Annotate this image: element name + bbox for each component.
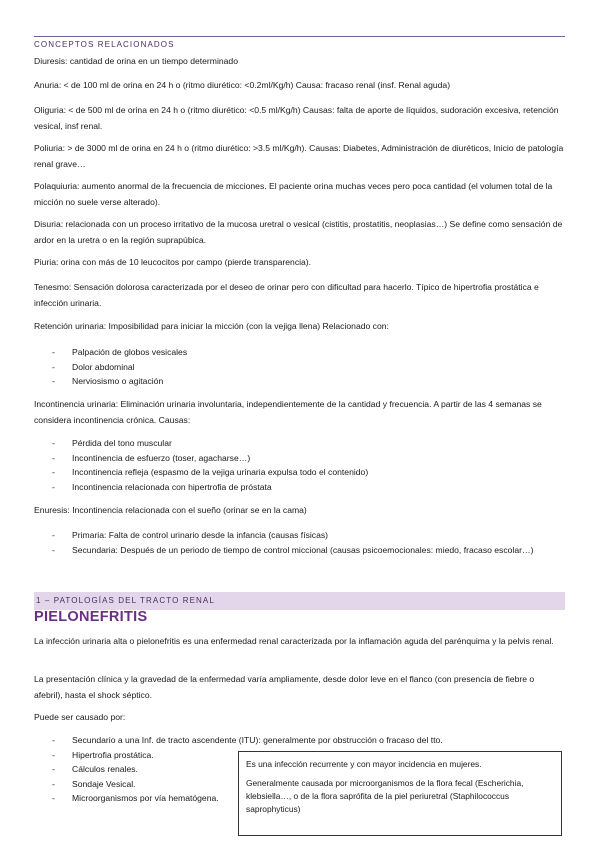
paragraph-diuresis: Diuresis: cantidad de orina en un tiempo determinado [34,56,238,66]
paragraph-piuria: Piuria: orina con más de 10 leucocitos por campo (pierde transparencia). [34,257,312,267]
note-box [238,751,562,836]
list-marker: - [52,749,55,760]
page-title: PIELONEFRITIS [34,609,148,625]
list-marker: - [52,544,55,555]
note-microorganisms: Generalmente causada por microorganismos de la flora fecal (Escherichia, klebsiella…, o de la flora saprófita de la piel periuretral (Staphilococcus saprophyticus) [246,778,524,814]
list-marker: - [52,530,55,540]
list-marker: - [52,467,55,477]
enuresis-list [52,528,564,557]
list-item: - Incontinencia refleja (espasmo de la vejiga urinaria expulsa todo el contenido) [52,465,564,480]
list-item: - Primaria: Falta de control urinario desde la infancia (causas físicas) [52,528,564,543]
paragraph-tenesmo: Tenesmo: Sensación dolorosa caracterizada por el deseo de orinar pero con dificultad para hacerlo. Típico de hipertrofia prostática e infección urinaria. [34,282,539,308]
list-item: - Nerviosismo o agitación [52,374,564,389]
section-heading-conceptos: CONCEPTOS RELACIONADOS [34,36,565,50]
list-marker: - [52,778,55,789]
list-marker: - [52,347,55,357]
paragraph-oliguria: Oliguria: < de 500 ml de orina en 24 h o (ritmo diurético: <0.5 ml/Kg/h) Causas: falta de aporte de líquidos, sudoración excesiva, retención vesical, insf renal. [34,105,559,131]
section-heading-patologias: 1 – PATOLOGÍAS DEL TRACTO RENAL [34,592,565,610]
paragraph-disuria: Disuria: relacionada con un proceso irritativo de la mucosa uretral o vesical (cistitis, prostatitis, neoplasias…) Se define como sensación de ardor en la uretra o en la región suprapúbica. [34,219,563,245]
paragraph-pielo-presentation: La presentación clínica y la gravedad de la enfermedad varía ampliamente, desde dolor leve en el flanco (con presencia de fiebre o afebril), hasta el shock séptico. [34,674,535,700]
list-item: - Incontinencia de esfuerzo (toser, agacharse…) [52,451,564,466]
list-item: - Cálculos renales. [52,762,564,777]
incontinence-list [52,436,564,494]
list-marker: - [52,376,55,386]
list-item: - Incontinencia relacionada con hipertrofia de próstata [52,480,564,495]
list-marker: - [52,438,55,448]
list-item: - Secundario a una Inf. de tracto ascendente (ITU): generalmente por obstrucción o fracaso del tto. [52,733,564,748]
note-recurrence: Es una infección recurrente y con mayor incidencia en mujeres. [246,759,482,769]
list-item: - Pérdida del tono muscular [52,436,564,451]
paragraph-enuresis: Enuresis: Incontinencia relacionada con el sueño (orinar se en la cama) [34,505,307,515]
paragraph-causes-intro: Puede ser causado por: [34,712,126,722]
retention-list [52,345,564,389]
paragraph-retencion: Retención urinaria: Imposibilidad para iniciar la micción (con la vejiga llena) Relacionado con: [34,321,389,331]
list-item: - Sondaje Vesical. [52,777,564,792]
list-item: - Palpación de globos vesicales [52,345,564,360]
list-item: - Secundaria: Después de un periodo de tiempo de control miccional (causas psicoemocionales: miedo, fracaso escolar…) [52,543,564,558]
paragraph-pielo-definition: La infección urinaria alta o pielonefritis es una enfermedad renal caracterizada por la inflamación aguda del parénquima y la pelvis renal. [34,636,554,646]
paragraph-anuria: Anuria: < de 100 ml de orina en 24 h o (ritmo diurético: <0.2ml/Kg/h) Causa: fracaso renal (insf. Renal aguda) [34,80,451,90]
list-item: - Dolor abdominal [52,360,564,375]
list-marker: - [52,793,55,803]
list-item: - Hipertrofia prostática. [52,748,564,763]
list-marker: - [52,361,55,372]
paragraph-poliuria: Poliuria: > de 3000 ml de orina en 24 h o (ritmo diurético: >3.5 ml/Kg/h). Causas: Diabetes, Administración de diuréticos, Inicio de patología renal grave… [34,143,564,169]
list-marker: - [52,764,55,774]
list-item: - Microorganismos por vía hematógena. [52,791,564,806]
list-marker: - [52,735,55,745]
list-marker: - [52,481,55,492]
paragraph-incontinencia: Incontinencia urinaria: Eliminación urinaria involuntaria, independientemente de la cantidad y frecuencia. A partir de las 4 semanas se considera incontinencia crónica. Causas: [34,399,542,425]
list-marker: - [52,452,55,463]
paragraph-polaquiuria: Polaquiuria: aumento anormal de la frecuencia de micciones. El paciente orina muchas veces pero poca cantidad (el volumen total de la micción no suele verse alterado). [34,181,553,207]
